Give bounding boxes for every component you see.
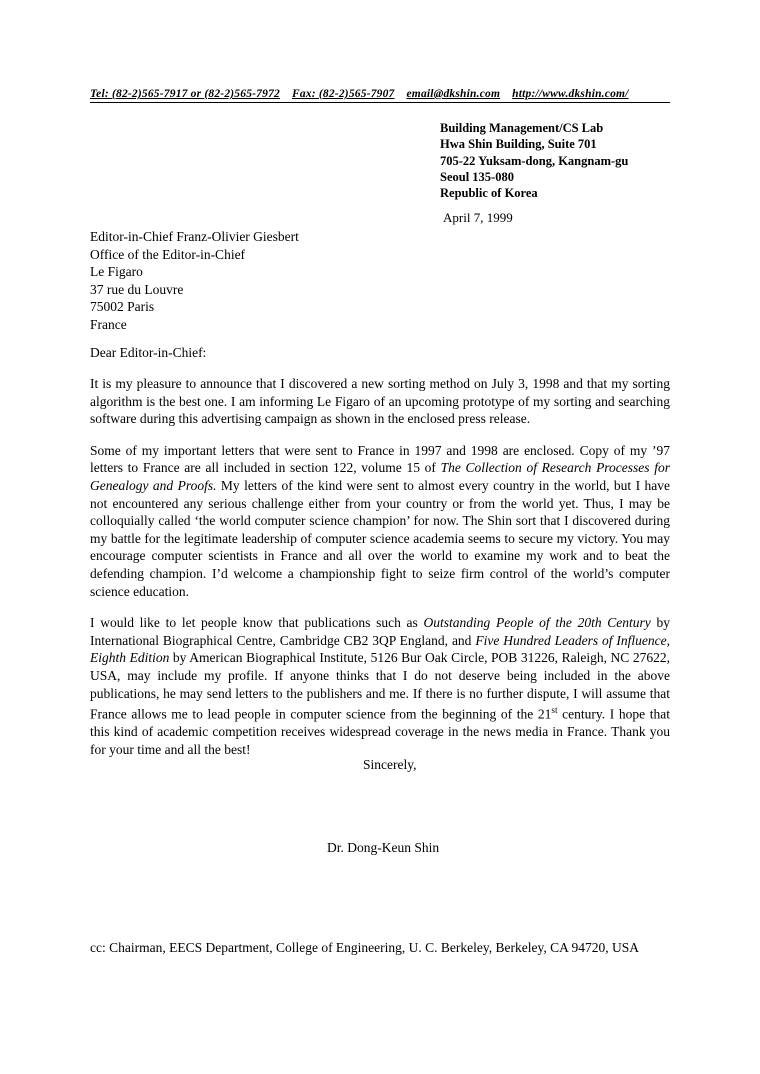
letterhead-tel: Tel: (82-2)565-7917 or (82-2)565-7972 xyxy=(90,88,280,100)
recipient-line-3: Le Figaro xyxy=(90,264,143,279)
letterhead-email[interactable]: email@dkshin.com xyxy=(406,88,501,100)
sender-line-3: 705-22 Yuksam-dong, Kangnam-gu xyxy=(440,153,629,168)
closing: Sincerely, xyxy=(363,757,417,772)
body-paragraph-3-part-b: by International Biographical Centre, Cambridge CB2 3QP England, and xyxy=(90,615,670,648)
body-paragraph-3-part-d: century. I hope that this kind of academic competition receives widespread coverage in the news media in France. Thank you for your time and all the best! xyxy=(90,706,671,757)
body-paragraph-2-part-a: Some of my important letters that were sent to France in 1997 and 1998 are enclosed. Copy of my ’97 letters to France are all included in section 122, volume 15 of xyxy=(90,442,670,476)
body-paragraph-1: It is my pleasure to announce that I discovered a new sorting method on July 3, 1998 and that my sorting algorithm is the best one. I am informing Le Figaro of an upcoming prototype of my sorting and searching software during this advertising campaign as shown in the enclosed press release. xyxy=(90,376,670,427)
recipient-line-1: Editor-in-Chief Franz-Olivier Giesbert xyxy=(90,229,299,244)
letter-date: April 7, 1999 xyxy=(443,210,513,225)
sender-address-block xyxy=(440,120,628,201)
body-paragraph-3-italic-title-1: Outstanding People of the 20th Century xyxy=(423,615,651,631)
sender-line-2: Hwa Shin Building, Suite 701 xyxy=(440,137,597,152)
recipient-line-6: France xyxy=(90,316,127,332)
letterhead-url[interactable]: http://www.dkshin.com/ xyxy=(512,88,629,100)
recipient-line-4: 37 rue du Louvre xyxy=(90,281,184,297)
sender-line-5: Republic of Korea xyxy=(440,186,538,201)
sender-line-1: Building Management/CS Lab xyxy=(440,121,604,135)
body-paragraph-3-part-c: by American Biographical Institute, 5126 Bur Oak Circle, POB 31226, Raleigh, NC 27622, USA, may include my profile. If anyone thinks that I do not deserve being included in the above publications, he may send letters to the publishers and me. If there is no further dispute, I will assume that France allows me to lead people in computer science from the beginning of the 21 xyxy=(90,650,671,722)
body-paragraph-2 xyxy=(90,442,670,600)
signature-name: Dr. Dong-Keun Shin xyxy=(327,840,440,855)
body-paragraph-3 xyxy=(90,614,670,758)
recipient-line-5: 75002 Paris xyxy=(90,299,155,314)
body-paragraph-3-italic-title-2: Five Hundred Leaders of Influence, Eighth Edition xyxy=(90,632,670,666)
body-paragraph-3-part-a: I would like to let people know that publications such as xyxy=(90,615,424,631)
body-paragraph-2-part-b: My letters of the kind were sent to almost every country in the world, but I have not encountered any serious challenge either from your country or from the world yet. Thus, I may be colloquially called ‘the world computer science champion’ for now. The Shin sort that I discovered during my battle for the legitimate leadership of computer science academia seems to secure my victory. You may encourage computer scientists in France and all over the world to examine my work and to beat the defending champion. I’d welcome a championship fight to seize firm control of the world’s computer science education. xyxy=(90,477,671,599)
sender-line-4: Seoul 135-080 xyxy=(440,169,514,184)
recipient-line-2: Office of the Editor-in-Chief xyxy=(90,246,246,262)
letterhead-fax: Fax: (82-2)565-7907 xyxy=(292,88,395,100)
body-paragraph-3-ordinal-suffix: st xyxy=(551,705,558,716)
letter-body xyxy=(90,375,670,772)
body-paragraph-2-italic-title: The Collection of Research Processes for Genealogy and Proofs. xyxy=(90,460,670,493)
recipient-address-block xyxy=(90,228,299,333)
carbon-copy-line: cc: Chairman, EECS Department, College of Engineering, U. C. Berkeley, Berkeley, CA 94720, USA xyxy=(90,940,640,955)
letterhead xyxy=(90,88,670,103)
salutation: Dear Editor-in-Chief: xyxy=(90,345,207,360)
